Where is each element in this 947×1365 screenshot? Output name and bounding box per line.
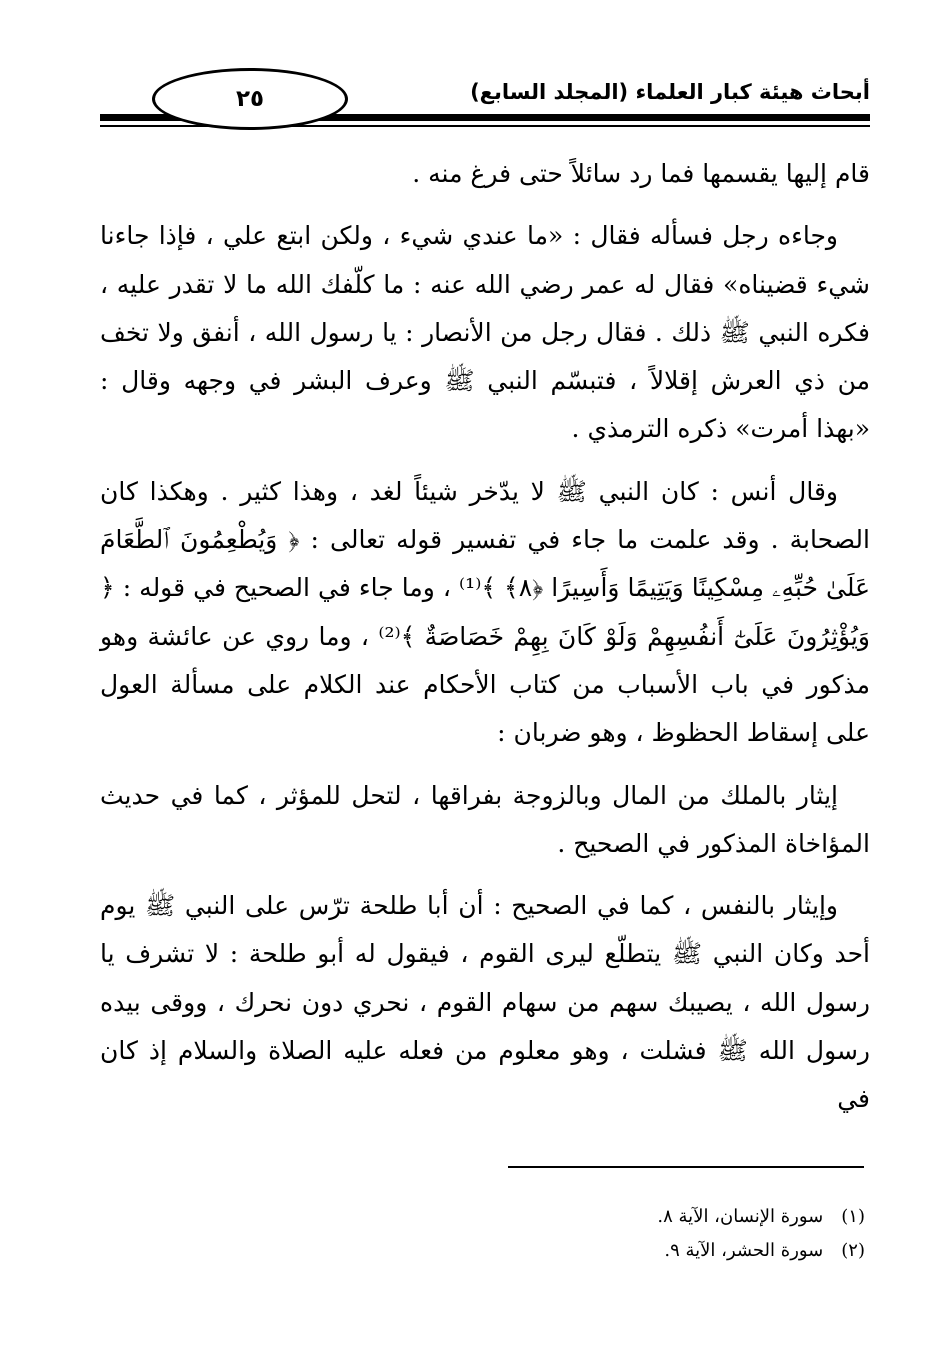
- footnotes: [657, 1200, 865, 1268]
- running-title: أبحاث هيئة كبار العلماء (المجلد السابع): [470, 80, 870, 104]
- paragraph: وإيثار بالنفس ، كما في الصحيح : أن أبا طلحة ترّس على النبي ﷺ يوم أحد وكان النبي ﷺ يتطلّع ليرى القوم ، فيقول له أبو طلحة : لا تشرف يا رسول الله ، يصيبك سهم من سهام القوم ، نحري دون نحرك ، ووقى بيده رسول الله ﷺ فشلت ، وهو معلوم من فعله عليه الصلاة والسلام إذ كان في: [100, 891, 870, 1114]
- page-number-oval: [152, 68, 348, 130]
- footnote: [657, 1200, 865, 1234]
- footnote-number: (٢): [841, 1240, 865, 1261]
- paragraph: وجاءه رجل فسأله فقال : «ما عندي شيء ، ولكن ابتع علي ، فإذا جاءنا شيء قضيناه» فقال له عمر رضي الله عنه : ما كلّفك الله ما لا تقدر عليه ، فكره النبي ﷺ ذلك . فقال رجل من الأنصار : يا رسول الله ، أنفق ولا تخف من ذي العرش إقلالاً ، فتبسّم النبي ﷺ وعرف البشر في وجهه وقال : «بهذا أمرت» ذكره الترمذي .: [100, 221, 870, 444]
- footnote: [657, 1234, 865, 1268]
- footnote-text: سورة الإنسان، الآية ٨.: [657, 1206, 824, 1227]
- page-number: ٢٥: [235, 86, 265, 112]
- paragraph: وقال أنس : كان النبي ﷺ لا يدّخر شيئاً لغد ، وهذا كثير . وهكذا كان الصحابة . وقد علمت ما جاء في تفسير قوله تعالى : ﴿ وَيُطْعِمُونَ ٱلطَّعَامَ عَلَىٰ حُبِّهِۦ مِسْكِينًا وَيَتِيمًا وَأَسِيرًا ﴿٨﴾ ﴾⁽¹⁾ ، وما جاء في الصحيح في قوله : ﴿ وَيُؤْثِرُونَ عَلَىٰٓ أَنفُسِهِمْ وَلَوْ كَانَ بِهِمْ خَصَاصَةٌ ﴾⁽²⁾ ، وما روي عن عائشة وهو مذكور في باب الأسباب من كتاب الأحكام عند الكلام على مسألة العول على إسقاط الحظوظ ، وهو ضربان :: [100, 476, 871, 748]
- body-text: [100, 150, 870, 1138]
- footnote-number: (١): [841, 1206, 865, 1227]
- paragraph: قام إليها يقسمها فما رد سائلاً حتى فرغ منه .: [412, 159, 870, 188]
- footnote-separator: [508, 1166, 864, 1168]
- page-header: [100, 62, 870, 130]
- footnote-text: سورة الحشر، الآية ٩.: [664, 1240, 824, 1261]
- paragraph: إيثار بالملك من المال وبالزوجة بفراقها ، لتحل للمؤثر ، كما في حديث المؤاخاة المذكور في الصحيح .: [100, 780, 870, 858]
